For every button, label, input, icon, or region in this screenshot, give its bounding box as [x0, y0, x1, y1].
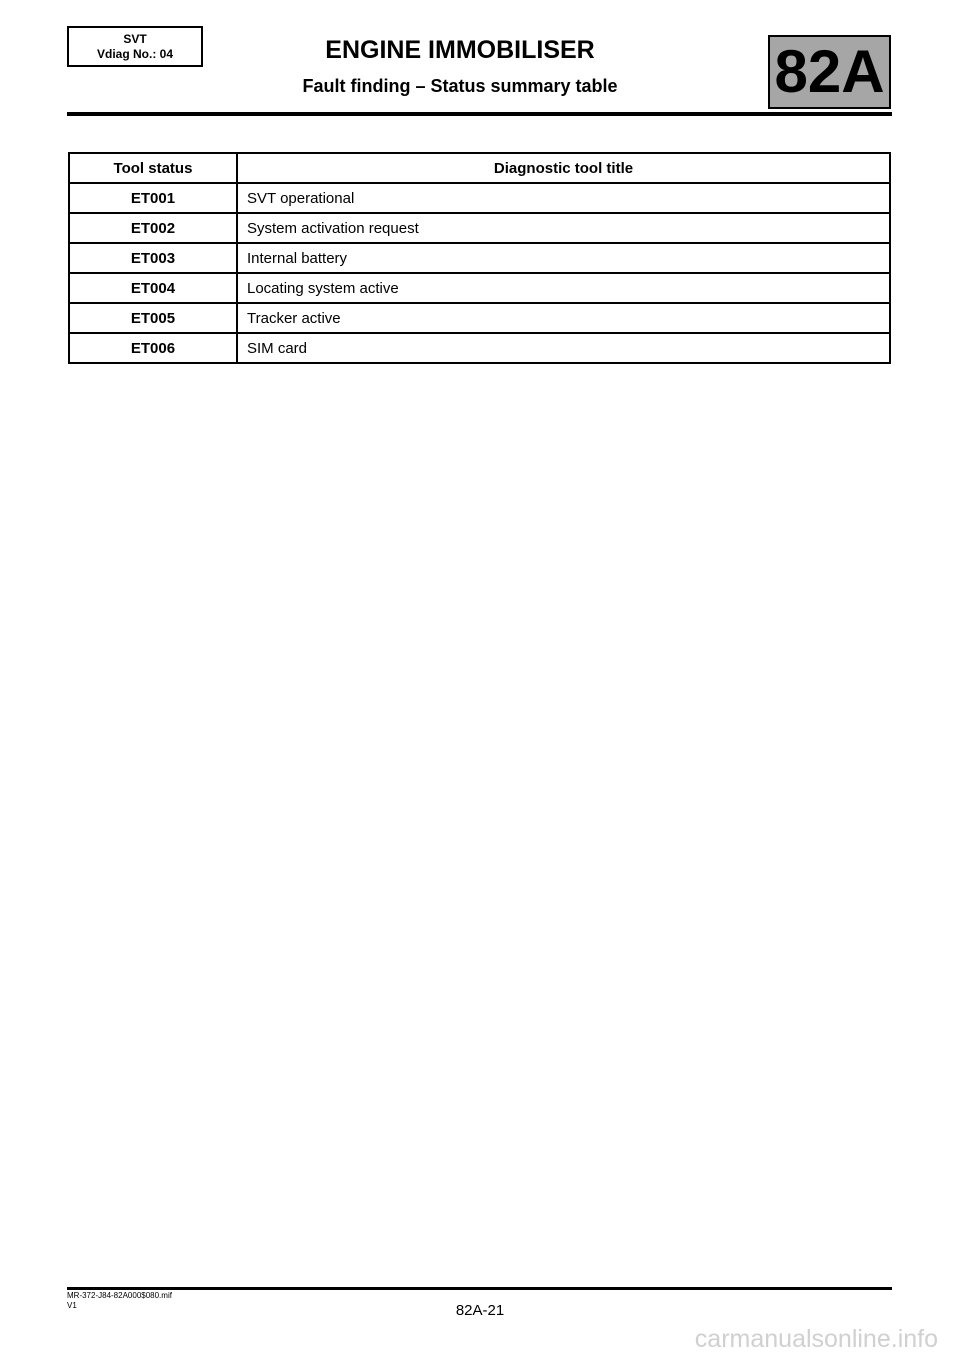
status-summary-table	[68, 152, 891, 364]
reference-file: MR-372-J84-82A000$080.mif	[67, 1291, 172, 1300]
status-code: ET004	[69, 273, 237, 303]
table-row	[69, 273, 890, 303]
status-title: Internal battery	[237, 243, 890, 273]
section-code-box	[768, 35, 891, 109]
status-title: System activation request	[237, 213, 890, 243]
watermark: carmanualsonline.info	[694, 1325, 938, 1353]
status-code: ET001	[69, 183, 237, 213]
table-row	[69, 243, 890, 273]
status-title: SIM card	[237, 333, 890, 363]
status-title: Locating system active	[237, 273, 890, 303]
status-title: SVT operational	[237, 183, 890, 213]
vehicle-tag-box	[67, 26, 203, 67]
table-row	[69, 183, 890, 213]
tag-line-2: Vdiag No.: 04	[96, 46, 173, 61]
reference-version: V1	[67, 1301, 77, 1310]
status-title: Tracker active	[237, 303, 890, 333]
column-header-diagnostic-title: Diagnostic tool title	[237, 153, 890, 183]
status-code: ET005	[69, 303, 237, 333]
table-row	[69, 213, 890, 243]
status-code: ET002	[69, 213, 237, 243]
page-title: ENGINE IMMOBILISER	[325, 36, 595, 64]
status-code: ET003	[69, 243, 237, 273]
status-code: ET006	[69, 333, 237, 363]
header-rule	[67, 112, 892, 116]
column-header-tool-status: Tool status	[69, 153, 237, 183]
tag-line-1: SVT	[123, 31, 147, 46]
table-row	[69, 333, 890, 363]
table-row	[69, 303, 890, 333]
section-code: 82A	[774, 38, 885, 105]
page-number: 82A-21	[455, 1302, 505, 1319]
table-header-row	[69, 153, 890, 183]
footer-rule	[67, 1287, 892, 1290]
page-subtitle: Fault finding – Status summary table	[302, 76, 618, 96]
